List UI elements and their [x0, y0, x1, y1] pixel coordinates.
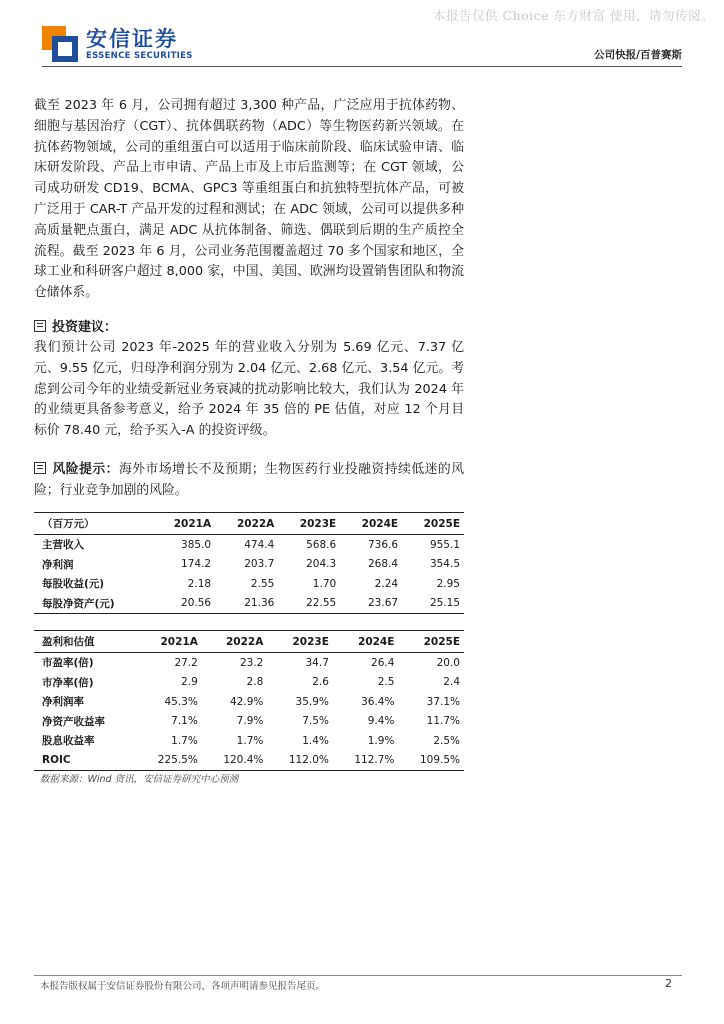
- row-label: 市净率(倍): [42, 676, 94, 689]
- table-header-row: [34, 631, 464, 653]
- report-category: 公司快报/百普赛斯: [594, 49, 682, 61]
- brand-logo: [42, 26, 193, 62]
- table-header-cell: （百万元）: [34, 513, 152, 535]
- table-row: [34, 594, 464, 614]
- investment-title: 投资建议：: [52, 320, 118, 335]
- table-cell: 35.9%: [295, 695, 329, 708]
- table-cell: 2.8: [246, 676, 264, 689]
- table-cell: 354.5: [429, 558, 460, 571]
- table-cell: 2.5: [377, 676, 395, 689]
- table-header-cell: 2025E: [402, 513, 464, 535]
- risk-title: 风险提示：: [52, 462, 119, 477]
- footer-divider: [34, 975, 682, 976]
- table-cell: 25.15: [402, 594, 464, 614]
- table-cell: 1.7%: [236, 734, 264, 747]
- table-cell: 7.9%: [236, 715, 264, 728]
- table-cell: 45.3%: [164, 695, 198, 708]
- table-cell: 36.4%: [361, 695, 395, 708]
- table-header-cell: 2024E: [333, 631, 399, 653]
- valuation-table: [34, 630, 464, 771]
- table-row: [34, 731, 464, 751]
- table-cell: 474.4: [244, 538, 275, 551]
- table-cell: 7.1%: [171, 715, 198, 728]
- table-header-cell: 2023E: [267, 631, 333, 653]
- table-cell: 112.0%: [267, 751, 333, 771]
- table-cell: 7.5%: [302, 715, 329, 728]
- table-header-cell: 盈利和估值: [34, 631, 136, 653]
- table-cell: 2.95: [436, 577, 460, 590]
- table-cell: 22.55: [278, 594, 340, 614]
- table-cell: 11.7%: [426, 715, 460, 728]
- table-cell: 2.5%: [433, 734, 460, 747]
- table-cell: 385.0: [181, 538, 212, 551]
- table-cell: 20.56: [152, 594, 215, 614]
- table-cell: 27.2: [174, 656, 198, 669]
- table-cell: 268.4: [368, 558, 399, 571]
- table-header-cell: 2024E: [340, 513, 402, 535]
- investment-paragraph: 我们预计公司 2023 年-2025 年的营业收入分别为 5.69 亿元、7.37 亿元、9.55 亿元，归母净利润分别为 2.04 亿元、2.68 亿元、3.54 亿元。考虑到公司今年的业绩受新冠业务衰减的扰动影响比较大，我们认为 2024 年的业绩更具备参考意义，给予 2024 年 35 倍的 PE 估值，对应 12 个月目标价 78.40 元，给予买入-A 的投资评级。: [34, 340, 464, 439]
- table-cell: 203.7: [244, 558, 275, 571]
- table-cell: 21.36: [215, 594, 278, 614]
- row-label: 主营收入: [42, 539, 84, 552]
- table-cell: 2.6: [312, 676, 329, 689]
- brand-name-en: ESSENCE SECURITIES: [86, 51, 193, 61]
- table-header-row: [34, 513, 464, 535]
- table-cell: 2.9: [181, 676, 198, 689]
- header-divider: [42, 66, 682, 67]
- intro-paragraph: 截至 2023 年 6 月，公司拥有超过 3,300 种产品，广泛应用于抗体药物、细胞与基因治疗（CGT）、抗体偶联药物（ADC）等生物医药新兴领域。在抗体药物领域，公司的重组蛋白可以适用于临床前阶段、临床试验申请、临床研发阶段、产品上市申请、产品上市及上市后监测等；在 CGT 领域，公司成功研发 CD19、BCMA、GPC3 等重组蛋白和抗独特型抗体产品，可被广泛用于 CAR-T 产品开发的过程和测试；在 ADC 领域，公司可以提供多种高质量靶点蛋白，满足 ADC 从抗体制备、筛选、偶联到后期的生产质控全流程。截至 2023 年 6 月，公司业务范围覆盖超过 70 多个国家和地区，全球工业和科研客户超过 8,000 家，中国、美国、欧洲均设置销售团队和物流仓储体系。: [34, 98, 464, 301]
- brand-name-cn: 安信证券: [86, 27, 178, 51]
- table-cell: 568.6: [306, 538, 337, 551]
- table-row: [34, 535, 464, 555]
- table-cell: 42.9%: [230, 695, 264, 708]
- table-cell: 34.7: [305, 656, 329, 669]
- table-header-cell: 2021A: [152, 513, 215, 535]
- table-header-cell: 2021A: [136, 631, 202, 653]
- table-cell: 2.24: [374, 577, 399, 590]
- risk-text: 海外市场增长不及预期；生物医药行业投融资持续低迷的风险；行业竞争加剧的风险。: [34, 462, 465, 498]
- investment-section-title: [34, 316, 117, 335]
- table-cell: 20.0: [436, 656, 460, 669]
- table-header-cell: 2023E: [278, 513, 340, 535]
- row-label: 股息收益率: [42, 735, 95, 748]
- row-label: 净利润率: [42, 696, 84, 709]
- table-row: [34, 712, 464, 732]
- table-cell: 23.2: [239, 656, 264, 669]
- table-row: [34, 555, 464, 575]
- watermark: 本报告仅供 Choice 东方财富 使用，请勿传阅。: [433, 8, 714, 23]
- risk-paragraph: [34, 460, 464, 502]
- footer-disclaimer: 本报告版权属于安信证券股份有限公司，各项声明请参见报告尾页。: [40, 981, 326, 992]
- table-cell: 109.5%: [398, 751, 464, 771]
- section-list-icon: [34, 320, 46, 332]
- table-cell: 112.7%: [333, 751, 399, 771]
- table-header-cell: 2022A: [215, 513, 278, 535]
- table-cell: 26.4: [371, 656, 395, 669]
- table-cell: 204.3: [306, 558, 337, 571]
- financials-table: [34, 512, 464, 614]
- row-label: 净利润: [42, 558, 74, 571]
- table-cell: 2.4: [443, 676, 460, 689]
- table-cell: 1.9%: [367, 734, 395, 747]
- table-cell: 2.18: [187, 577, 212, 590]
- table-cell: 37.1%: [426, 695, 460, 708]
- table-cell: 1.70: [312, 577, 337, 590]
- table-cell: 1.4%: [302, 734, 329, 747]
- risk-list-icon: [34, 462, 46, 474]
- table-cell: 9.4%: [367, 715, 395, 728]
- table-row: [34, 673, 464, 693]
- table-cell: 225.5%: [136, 751, 202, 771]
- logo-mark-icon: [42, 26, 78, 62]
- table-cell: 120.4%: [202, 751, 268, 771]
- table-cell: 2.55: [250, 577, 275, 590]
- table-cell: 955.1: [429, 538, 460, 551]
- row-label: 市盈率(倍): [42, 657, 94, 670]
- table-header-cell: 2022A: [202, 631, 268, 653]
- table-row: [34, 574, 464, 594]
- table-row: [34, 692, 464, 712]
- row-label: 每股净资产(元): [34, 594, 152, 614]
- table-cell: 23.67: [340, 594, 402, 614]
- page-number: 2: [665, 977, 672, 990]
- table-header-cell: 2025E: [398, 631, 464, 653]
- table-cell: 1.7%: [171, 734, 198, 747]
- row-label: 每股收益(元): [42, 578, 105, 591]
- row-label: 净资产收益率: [42, 715, 105, 728]
- data-source-note: 数据来源：Wind 资讯，安信证券研究中心预测: [40, 774, 239, 785]
- table-cell: 174.2: [181, 558, 212, 571]
- table-cell: 736.6: [368, 538, 399, 551]
- table-row: [34, 653, 464, 673]
- table-row: [34, 751, 464, 771]
- row-label: ROIC: [34, 751, 136, 771]
